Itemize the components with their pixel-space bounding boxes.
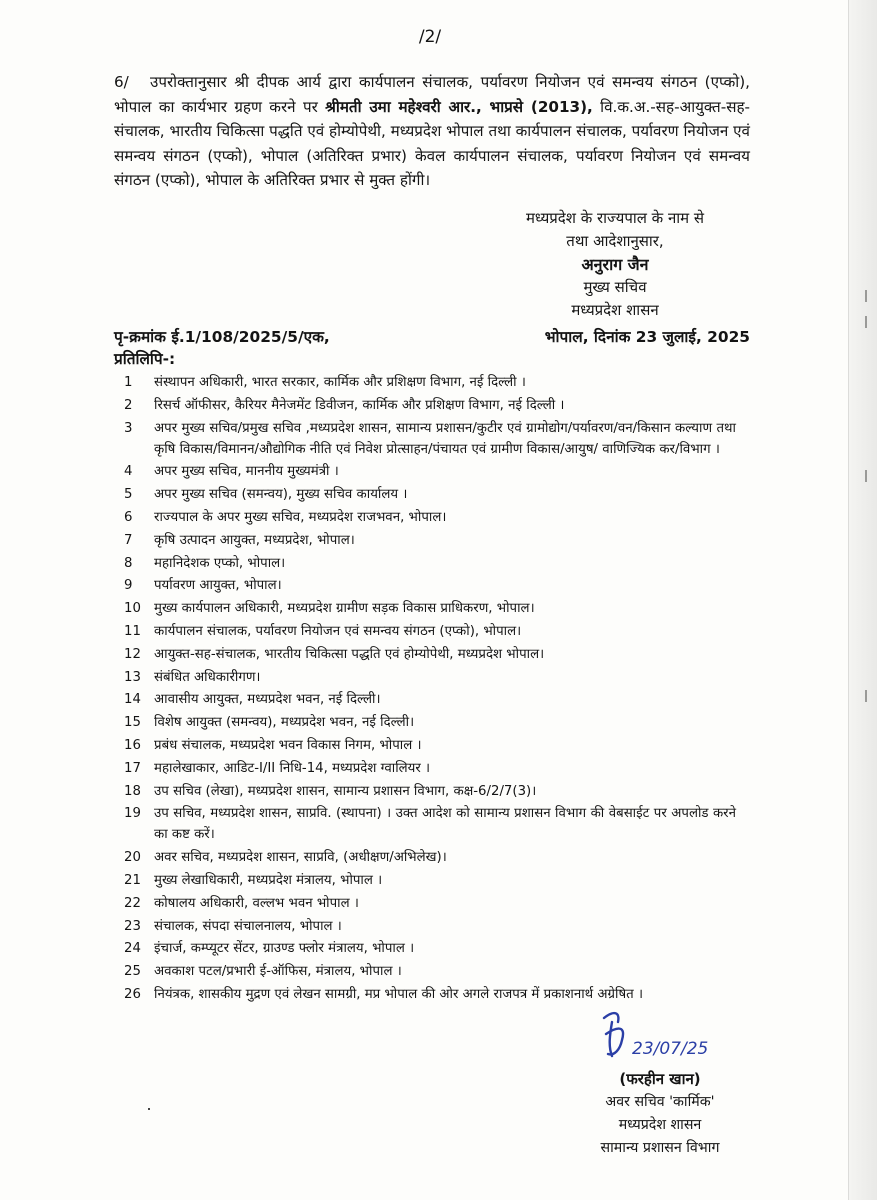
copy-item-text: महानिदेशक एप्को, भोपाल।: [154, 555, 286, 571]
copy-item-number: 3: [124, 420, 133, 436]
copy-list-item: [124, 461, 736, 482]
copy-list-item: [124, 553, 736, 574]
copy-item-text: उप सचिव (लेखा), मध्यप्रदेश शासन, सामान्य प्रशासन विभाग, कक्ष-6/2/7(3)।: [154, 783, 537, 799]
scan-mark: [865, 470, 867, 482]
reference-line: [114, 326, 750, 347]
authority-line-1: मध्यप्रदेश के राज्यपाल के नाम से: [525, 209, 705, 227]
copy-list-item: [124, 938, 736, 959]
officer-name-bold: श्रीमती उमा महेश्वरी आर., भाप्रसे (2013),: [325, 97, 593, 116]
copy-item-number: 11: [124, 623, 141, 639]
chief-secretary-designation: मुख्य सचिव: [583, 278, 647, 296]
copy-list-item: [124, 870, 736, 891]
copy-item-text: अपर मुख्य सचिव, माननीय मुख्यमंत्री ।: [154, 464, 339, 480]
scan-speck: [148, 1108, 150, 1110]
copy-list-item: [124, 598, 736, 619]
copy-item-text: महालेखाकार, आडिट-I/II निधि-14, मध्यप्रदेश ग्वालियर ।: [154, 760, 431, 776]
copy-item-number: 18: [124, 783, 141, 799]
copy-item-text: विशेष आयुक्त (समन्वय), मध्यप्रदेश भवन, नई दिल्ली।: [154, 715, 415, 731]
order-authority-block: [470, 207, 760, 322]
copy-list-item: [124, 507, 736, 528]
copy-item-number: 7: [124, 532, 133, 548]
copy-list-item: [124, 372, 736, 393]
copy-item-text: कार्यपालन संचालक, पर्यावरण नियोजन एवं समन्वय संगठन (एप्को), भोपाल।: [154, 623, 522, 639]
copy-item-number: 6: [124, 509, 133, 525]
copy-item-text: रिसर्च ऑफीसर, कैरियर मैनेजमेंट डिवीजन, कार्मिक और प्रशिक्षण विभाग, नई दिल्ली ।: [154, 397, 565, 413]
copy-item-number: 10: [124, 601, 141, 617]
copy-list-item: [124, 484, 736, 505]
copy-list-item: [124, 644, 736, 665]
copy-item-text: उप सचिव, मध्यप्रदेश शासन, साप्रवि. (स्थापना) । उक्त आदेश को सामान्य प्रशासन विभाग की वेबसाईट पर अपलोड करने का कष्ट करें।: [154, 806, 736, 843]
copy-item-text: मुख्य लेखाधिकारी, मध्यप्रदेश मंत्रालय, भोपाल ।: [154, 872, 383, 888]
copy-list-item: [124, 667, 736, 688]
copy-item-text: मुख्य कार्यपालन अधिकारी, मध्यप्रदेश ग्रामीण सड़क विकास प्राधिकरण, भोपाल।: [154, 601, 535, 617]
copy-item-number: 1: [124, 375, 133, 390]
copy-item-number: 17: [124, 760, 141, 776]
signatory-designation: अवर सचिव 'कार्मिक': [605, 1094, 715, 1110]
signatory-name: (फरहीन खान): [619, 1070, 701, 1088]
copy-heading: प्रतिलिपि-:: [114, 350, 176, 368]
copy-item-number: 8: [124, 555, 133, 571]
copy-list-item: [124, 781, 736, 802]
copy-list-item: [124, 758, 736, 779]
copy-item-number: 26: [124, 986, 141, 1002]
copy-item-text: इंचार्ज, कम्प्यूटर सेंटर, ग्राउण्ड फ्लोर मंत्रालय, भोपाल ।: [154, 941, 415, 957]
copy-list-item: [124, 418, 736, 460]
copy-item-text: अपर मुख्य सचिव/प्रमुख सचिव ,मध्यप्रदेश शासन, सामान्य प्रशासन/कुटीर एवं ग्रामोद्योग/पर्यावरण/वन/किसान कल्याण तथा कृषि विकास/विमानन/औद्योगिक नीति एवं निवेश प्रोत्साहन/पंचायत एवं ग्रामीण विकास/आयुष/ वाणिज्यिक कर/विभाग ।: [154, 420, 736, 457]
copy-list: [124, 372, 736, 1007]
copy-list-item: [124, 847, 736, 868]
copy-item-number: 19: [124, 806, 141, 822]
copy-item-text: आवासीय आयुक्त, मध्यप्रदेश भवन, नई दिल्ली।: [154, 692, 381, 708]
handwritten-signature: [592, 1004, 732, 1070]
copy-list-item: [124, 530, 736, 551]
paragraph-text-2: वि.क.अ.-सह-आयुक्त-सह-संचालक, भारतीय चिकित्सा पद्धति एवं होम्योपेथी, मध्यप्रदेश भोपाल तथा कार्यपालन संचालक, पर्यावरण नियोजन एवं समन्वय संगठन (एप्को), भोपाल (अतिरिक्त प्रभार) केवल कार्यपालन संचालक, पर्यावरण नियोजन एवं समन्वय संगठन (एप्को), भोपाल के अतिरिक्त प्रभार से मुक्त होंगी।: [114, 97, 751, 189]
signatory-government: मध्यप्रदेश शासन: [618, 1117, 702, 1133]
copy-item-text: अपर मुख्य सचिव (समन्वय), मुख्य सचिव कार्यालय ।: [154, 487, 408, 503]
copy-list-item: [124, 575, 736, 596]
copy-item-text: संबंधित अधिकारीगण।: [154, 669, 261, 685]
paragraph-number: 6/: [114, 73, 129, 91]
copy-item-number: 9: [124, 578, 133, 594]
scan-mark: [865, 290, 867, 302]
copy-item-number: 4: [124, 464, 133, 480]
copy-list-item: [124, 395, 736, 416]
copy-item-number: 13: [124, 669, 141, 685]
copy-item-number: 12: [124, 646, 141, 662]
copy-item-text: कृषि उत्पादन आयुक्त, मध्यप्रदेश, भोपाल।: [154, 532, 355, 548]
copy-list-item: [124, 984, 736, 1005]
copy-item-number: 20: [124, 850, 141, 866]
copy-item-number: 16: [124, 737, 141, 753]
copy-item-number: 23: [124, 918, 141, 934]
signatory-block: [560, 1068, 760, 1160]
scan-mark: [865, 316, 867, 328]
scan-edge: [848, 0, 877, 1200]
copy-item-number: 21: [124, 872, 141, 888]
copy-list-item: [124, 689, 736, 710]
scan-mark: [865, 690, 867, 702]
copy-item-number: 22: [124, 895, 141, 911]
chief-secretary-name: अनुराग जैन: [581, 255, 649, 274]
copy-item-text: अवर सचिव, मध्यप्रदेश शासन, साप्रवि, (अधीक्षण/अभिलेख)।: [154, 850, 447, 866]
copy-item-number: 2: [124, 397, 133, 413]
copy-item-number: 5: [124, 487, 133, 503]
copy-list-item: [124, 712, 736, 733]
place-date: भोपाल, दिनांक 23 जुलाई, 2025: [544, 328, 750, 346]
copy-list-item: [124, 893, 736, 914]
paragraph-text-1: उपरोक्तानुसार श्री दीपक आर्य द्वारा कार्यपालन संचालक, पर्यावरण नियोजन एवं समन्वय संगठन (एप्को), भोपाल का कार्यभार ग्रहण करने पर: [114, 73, 750, 116]
copy-item-number: 14: [124, 692, 141, 708]
copy-item-text: संचालक, संपदा संचालनालय, भोपाल ।: [154, 918, 342, 934]
copy-list-item: [124, 803, 736, 845]
copy-item-text: अवकाश पटल/प्रभारी ई-ऑफिस, मंत्रालय, भोपाल ।: [154, 964, 402, 980]
copy-list-item: [124, 735, 736, 756]
copy-list-item: [124, 961, 736, 982]
copy-item-text: कोषालय अधिकारी, वल्लभ भवन भोपाल ।: [154, 895, 359, 911]
copy-item-text: आयुक्त-सह-संचालक, भारतीय चिकित्सा पद्धति एवं होम्योपेथी, मध्यप्रदेश भोपाल।: [154, 646, 545, 662]
copy-list-item: [124, 916, 736, 937]
copy-item-number: 25: [124, 964, 141, 980]
signatory-department: सामान्य प्रशासन विभाग: [600, 1140, 720, 1156]
copy-item-number: 15: [124, 715, 141, 731]
copy-item-text: पर्यावरण आयुक्त, भोपाल।: [154, 578, 282, 594]
copy-item-text: राज्यपाल के अपर मुख्य सचिव, मध्यप्रदेश राजभवन, भोपाल।: [154, 509, 447, 525]
copy-item-text: संस्थापन अधिकारी, भारत सरकार, कार्मिक और प्रशिक्षण विभाग, नई दिल्ली ।: [154, 375, 526, 390]
reference-number: पृ-क्रमांक ई.1/108/2025/5/एक,: [114, 328, 330, 346]
signature-date: 23/07/25: [632, 1039, 709, 1059]
copy-item-text: प्रबंध संचालक, मध्यप्रदेश भवन विकास निगम, भोपाल ।: [154, 737, 422, 753]
page-number: /2/: [418, 27, 442, 47]
order-paragraph: [114, 70, 750, 193]
copy-item-number: 24: [124, 941, 141, 957]
copy-item-text: नियंत्रक, शासकीय मुद्रण एवं लेखन सामग्री, मप्र भोपाल की ओर अगले राजपत्र में प्रकाशनार्थ अग्रेषित ।: [154, 986, 644, 1002]
chief-secretary-government: मध्यप्रदेश शासन: [571, 301, 659, 319]
authority-line-2: तथा आदेशानुसार,: [566, 232, 664, 250]
copy-list-item: [124, 621, 736, 642]
